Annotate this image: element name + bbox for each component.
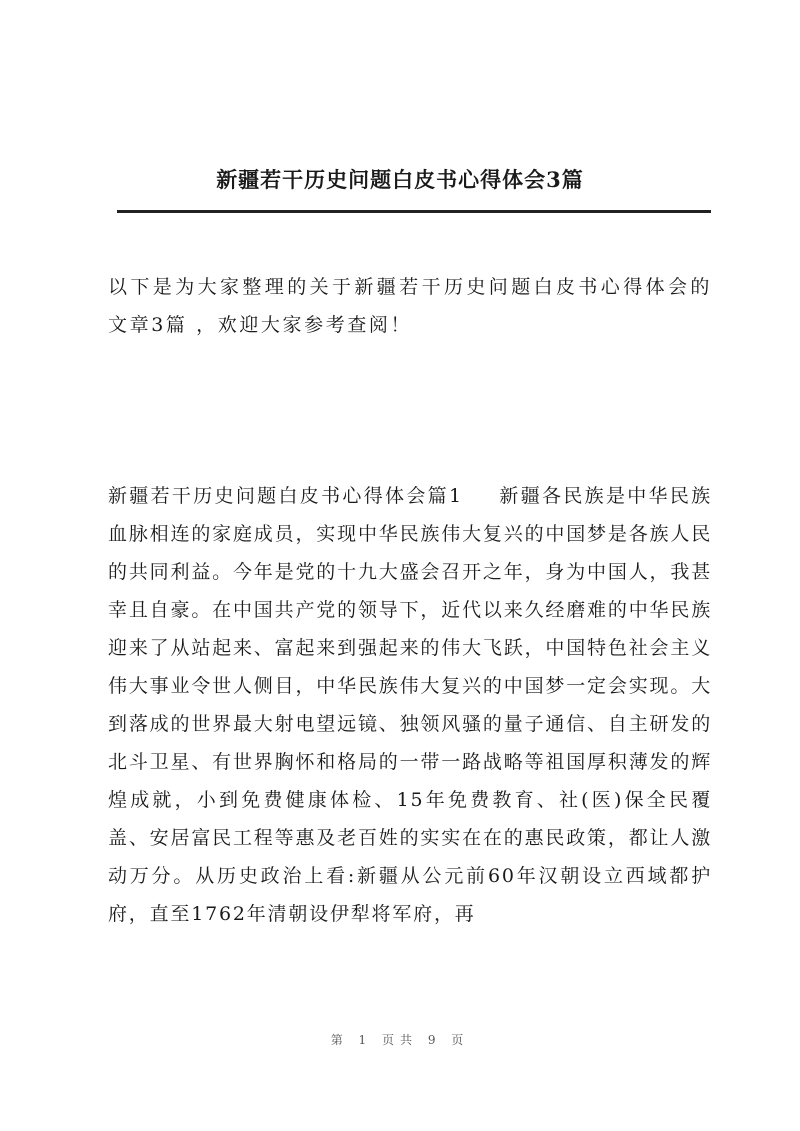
section-heading: 新疆若干历史问题白皮书心得体会篇1 xyxy=(108,485,463,507)
section-body: 新疆各民族是中华民族血脉相连的家庭成员，实现中华民族伟大复兴的中国梦是各族人民的共同利益。今年是党的十九大盛会召开之年，身为中国人，我甚幸且自豪。在中国共产党的领导下，近代以来久经磨难的中华民族迎来了从站起来、富起来到强起来的伟大飞跃，中国特色社会主义伟大事业令世人侧目，中华民族伟大复兴的中国梦一定会实现。大到落成的世界最大射电望远镜、独领风骚的量子通信、自主研发的北斗卫星、有世界胸怀和格局的一带一路战略等祖国厚积薄发的辉煌成就，小到免费健康体检、15年免费教育、社(医)保全民覆盖、安居富民工程等惠及老百姓的实实在在的惠民政策，都让人激动万分。从历史政治上看:新疆从公元前60年汉朝设立西域都护府，直至1762年清朝设伊犁将军府，再 xyxy=(108,485,712,925)
page-number: 第 1 页共 9 页 xyxy=(330,1033,470,1047)
document-title: 新疆若干历史问题白皮书心得体会3篇 xyxy=(216,167,584,192)
section-paragraph xyxy=(108,477,712,933)
intro-paragraph: 以下是为大家整理的关于新疆若干历史问题白皮书心得体会的文章3篇 ，欢迎大家参考查阅！ xyxy=(108,276,712,336)
title-divider xyxy=(117,210,711,213)
